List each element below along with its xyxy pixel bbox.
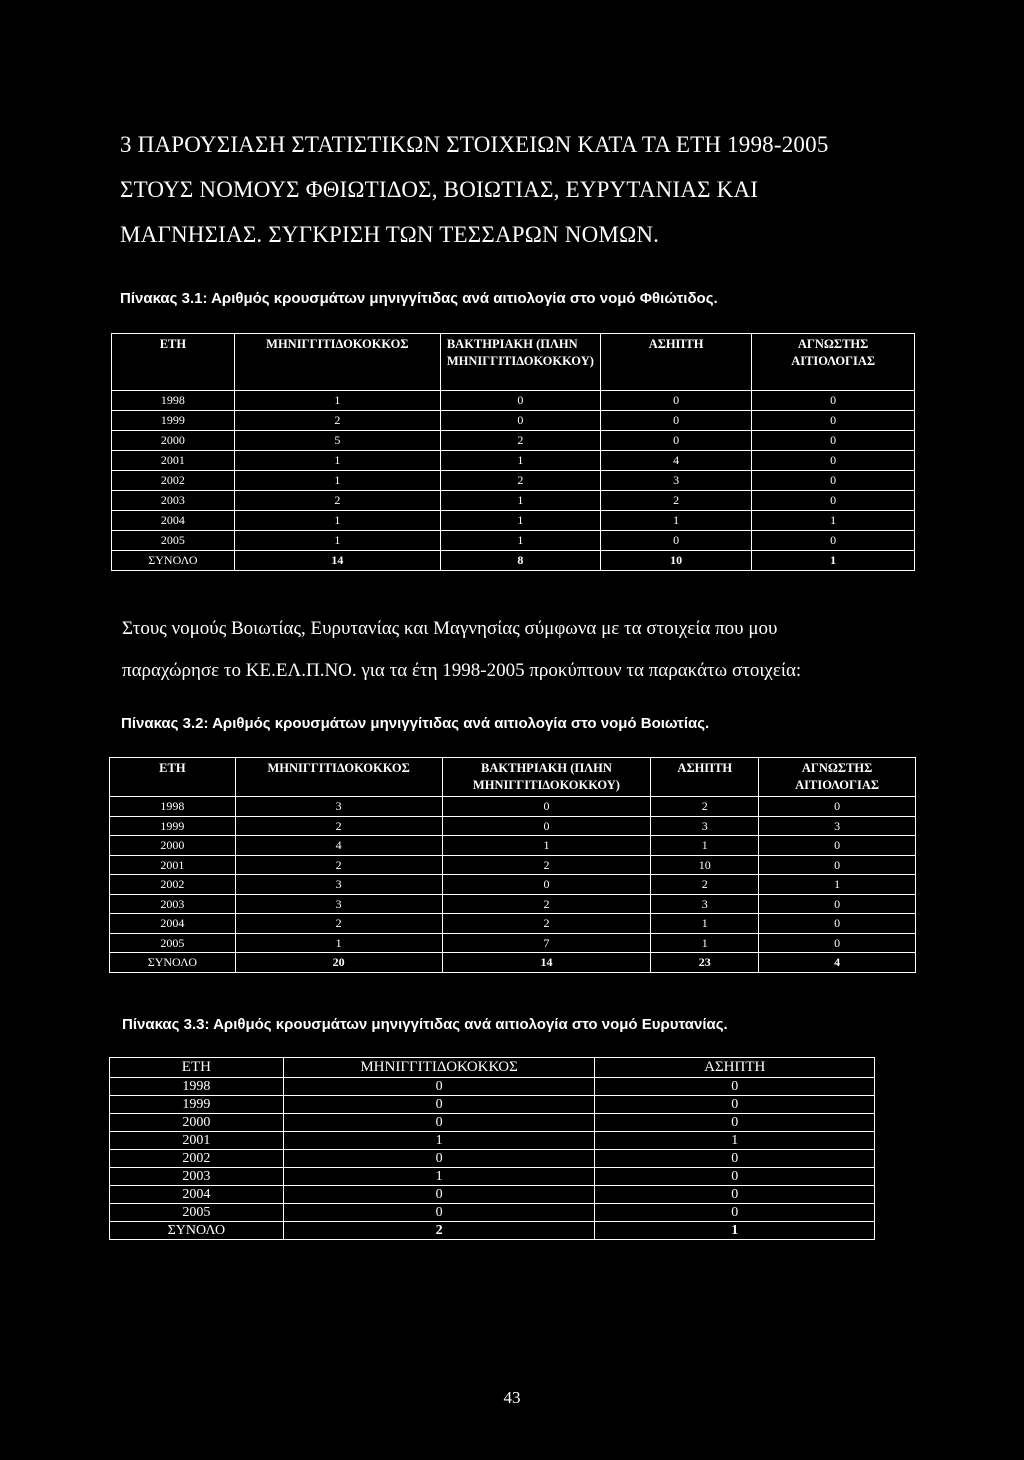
header-aseptic: ΑΣΗΠΤΗ xyxy=(600,334,751,391)
year-cell: 2003 xyxy=(110,894,236,914)
year-cell: 1999 xyxy=(110,816,236,836)
total-label-cell: ΣΥΝΟΛΟ xyxy=(110,953,236,973)
value-cell: 2 xyxy=(234,411,440,431)
value-cell: 0 xyxy=(283,1114,595,1132)
value-cell: 2 xyxy=(234,491,440,511)
value-cell: 0 xyxy=(759,797,916,817)
value-cell: 0 xyxy=(752,531,915,551)
value-cell: 4 xyxy=(600,451,751,471)
value-cell: 4 xyxy=(235,836,442,856)
value-cell: 3 xyxy=(600,471,751,491)
year-cell: 2000 xyxy=(110,836,236,856)
value-cell: 0 xyxy=(759,933,916,953)
table2-boeotia xyxy=(109,757,916,973)
table-row xyxy=(110,1114,875,1132)
table-header-row xyxy=(110,1058,875,1078)
total-value-cell: 20 xyxy=(235,953,442,973)
year-cell: 2003 xyxy=(112,491,235,511)
value-cell: 0 xyxy=(759,894,916,914)
total-row xyxy=(110,953,916,973)
total-value-cell: 4 xyxy=(759,953,916,973)
table3-caption: Πίνακας 3.3: Αριθμός κρουσμάτων μηνιγγίτιδας ανά αιτιολογία στο νομό Ευρυτανίας. xyxy=(122,1016,728,1033)
table-row xyxy=(110,1150,875,1168)
year-cell: 2000 xyxy=(112,431,235,451)
value-cell: 0 xyxy=(440,411,600,431)
header-bacterial: ΒΑΚΤΗΡΙΑΚΗ (ΠΛΗΝ ΜΗΝΙΓΓΙΤΙΔΟΚΟΚΚΟΥ) xyxy=(442,758,651,797)
table-row xyxy=(112,531,915,551)
value-cell: 0 xyxy=(283,1096,595,1114)
table1-caption: Πίνακας 3.1: Αριθμός κρουσμάτων μηνιγγίτιδας ανά αιτιολογία στο νομό Φθιώτιδος. xyxy=(120,290,718,307)
header-unknown: ΑΓΝΩΣΤΗΣ ΑΙΤΙΟΛΟΓΙΑΣ xyxy=(752,334,915,391)
value-cell: 3 xyxy=(235,875,442,895)
year-cell: 1998 xyxy=(110,1078,284,1096)
value-cell: 1 xyxy=(283,1168,595,1186)
value-cell: 0 xyxy=(595,1096,875,1114)
value-cell: 1 xyxy=(440,511,600,531)
value-cell: 0 xyxy=(752,451,915,471)
year-cell: 2001 xyxy=(112,451,235,471)
header-years: ΕΤΗ xyxy=(110,1058,284,1078)
value-cell: 1 xyxy=(440,531,600,551)
table1-phthiotis xyxy=(111,333,915,571)
value-cell: 0 xyxy=(283,1150,595,1168)
year-cell: 2000 xyxy=(110,1114,284,1132)
table-row xyxy=(112,471,915,491)
value-cell: 0 xyxy=(600,411,751,431)
value-cell: 2 xyxy=(442,855,651,875)
value-cell: 0 xyxy=(442,816,651,836)
year-cell: 1998 xyxy=(112,391,235,411)
value-cell: 0 xyxy=(759,914,916,934)
value-cell: 1 xyxy=(440,491,600,511)
value-cell: 0 xyxy=(600,431,751,451)
table2-caption: Πίνακας 3.2: Αριθμός κρουσμάτων μηνιγγίτιδας ανά αιτιολογία στο νομό Βοιωτίας. xyxy=(121,715,710,732)
total-value-cell: 1 xyxy=(595,1222,875,1240)
total-label-cell: ΣΥΝΟΛΟ xyxy=(110,1222,284,1240)
value-cell: 3 xyxy=(235,797,442,817)
value-cell: 1 xyxy=(235,933,442,953)
table-row xyxy=(110,855,916,875)
value-cell: 10 xyxy=(651,855,759,875)
value-cell: 1 xyxy=(442,836,651,856)
value-cell: 3 xyxy=(235,894,442,914)
table-row xyxy=(110,1078,875,1096)
table-row xyxy=(110,894,916,914)
value-cell: 1 xyxy=(440,451,600,471)
table-row xyxy=(112,511,915,531)
table-header-row xyxy=(110,758,916,797)
value-cell: 0 xyxy=(595,1204,875,1222)
value-cell: 2 xyxy=(651,875,759,895)
value-cell: 0 xyxy=(595,1186,875,1204)
table-row xyxy=(112,391,915,411)
value-cell: 0 xyxy=(283,1204,595,1222)
table-row xyxy=(110,1204,875,1222)
table-header-row xyxy=(112,334,915,391)
value-cell: 2 xyxy=(440,431,600,451)
year-cell: 2005 xyxy=(110,1204,284,1222)
value-cell: 1 xyxy=(752,511,915,531)
value-cell: 0 xyxy=(442,797,651,817)
header-meningococcus: ΜΗΝΙΓΓΙΤΙΔΟΚΟΚΚΟΣ xyxy=(234,334,440,391)
year-cell: 2003 xyxy=(110,1168,284,1186)
value-cell: 0 xyxy=(752,391,915,411)
year-cell: 2004 xyxy=(110,1186,284,1204)
value-cell: 5 xyxy=(234,431,440,451)
section-heading-line-1: 3 ΠΑΡΟΥΣΙΑΣΗ ΣΤΑΤΙΣΤΙΚΩΝ ΣΤΟΙΧΕΙΩΝ ΚΑΤΑ ΤΑ ΕΤΗ 1998-2005 xyxy=(120,132,829,157)
section-heading-line-2: ΣΤΟΥΣ ΝΟΜΟΥΣ ΦΘΙΩΤΙΔΟΣ, ΒΟΙΩΤΙΑΣ, ΕΥΡΥΤΑΝΙΑΣ ΚΑΙ xyxy=(120,177,759,202)
year-cell: 1999 xyxy=(110,1096,284,1114)
page-number: 43 xyxy=(503,1388,521,1407)
value-cell: 2 xyxy=(235,816,442,836)
value-cell: 0 xyxy=(752,431,915,451)
value-cell: 1 xyxy=(234,511,440,531)
value-cell: 0 xyxy=(752,471,915,491)
value-cell: 0 xyxy=(759,855,916,875)
value-cell: 0 xyxy=(595,1114,875,1132)
total-label-cell: ΣΥΝΟΛΟ xyxy=(112,551,235,571)
total-row xyxy=(110,1222,875,1240)
table-row xyxy=(112,431,915,451)
value-cell: 0 xyxy=(752,491,915,511)
value-cell: 2 xyxy=(651,797,759,817)
table-row xyxy=(110,914,916,934)
header-years: ΕΤΗ xyxy=(110,758,236,797)
value-cell: 2 xyxy=(442,894,651,914)
value-cell: 1 xyxy=(234,471,440,491)
value-cell: 0 xyxy=(283,1186,595,1204)
year-cell: 2002 xyxy=(110,875,236,895)
value-cell: 1 xyxy=(283,1132,595,1150)
paragraph-line-2: παραχώρησε το ΚΕ.ΕΛ.Π.ΝΟ. για τα έτη 1998-2005 προκύπτουν τα παρακάτω στοιχεία: xyxy=(122,660,802,681)
year-cell: 2002 xyxy=(112,471,235,491)
value-cell: 1 xyxy=(651,914,759,934)
value-cell: 0 xyxy=(442,875,651,895)
table-row xyxy=(110,1168,875,1186)
total-row xyxy=(112,551,915,571)
value-cell: 3 xyxy=(651,816,759,836)
year-cell: 2002 xyxy=(110,1150,284,1168)
total-value-cell: 1 xyxy=(752,551,915,571)
value-cell: 1 xyxy=(651,836,759,856)
paragraph-line-1: Στους νομούς Βοιωτίας, Ευρυτανίας και Μαγνησίας σύμφωνα με τα στοιχεία που μου xyxy=(122,618,778,639)
section-heading-line-3: ΜΑΓΝΗΣΙΑΣ. ΣΥΓΚΡΙΣΗ ΤΩΝ ΤΕΣΣΑΡΩΝ ΝΟΜΩΝ. xyxy=(120,222,660,247)
table-row xyxy=(112,411,915,431)
value-cell: 0 xyxy=(440,391,600,411)
value-cell: 1 xyxy=(234,531,440,551)
value-cell: 2 xyxy=(235,855,442,875)
value-cell: 7 xyxy=(442,933,651,953)
header-unknown: ΑΓΝΩΣΤΗΣ ΑΙΤΙΟΛΟΓΙΑΣ xyxy=(759,758,916,797)
value-cell: 0 xyxy=(759,836,916,856)
year-cell: 2004 xyxy=(112,511,235,531)
total-value-cell: 8 xyxy=(440,551,600,571)
year-cell: 2005 xyxy=(110,933,236,953)
year-cell: 2005 xyxy=(112,531,235,551)
value-cell: 2 xyxy=(440,471,600,491)
value-cell: 1 xyxy=(651,933,759,953)
value-cell: 1 xyxy=(759,875,916,895)
value-cell: 0 xyxy=(595,1168,875,1186)
year-cell: 2001 xyxy=(110,1132,284,1150)
value-cell: 0 xyxy=(600,531,751,551)
table-row xyxy=(110,1132,875,1150)
value-cell: 1 xyxy=(234,451,440,471)
table3-evrytania xyxy=(109,1057,875,1240)
header-aseptic: ΑΣΗΠΤΗ xyxy=(595,1058,875,1078)
value-cell: 3 xyxy=(651,894,759,914)
header-aseptic: ΑΣΗΠΤΗ xyxy=(651,758,759,797)
table-row xyxy=(110,816,916,836)
table-row xyxy=(110,797,916,817)
value-cell: 1 xyxy=(234,391,440,411)
total-value-cell: 10 xyxy=(600,551,751,571)
value-cell: 0 xyxy=(595,1150,875,1168)
table-row xyxy=(110,933,916,953)
table-row xyxy=(110,836,916,856)
value-cell: 1 xyxy=(595,1132,875,1150)
value-cell: 2 xyxy=(235,914,442,934)
value-cell: 0 xyxy=(283,1078,595,1096)
year-cell: 1999 xyxy=(112,411,235,431)
table-row xyxy=(110,1186,875,1204)
value-cell: 2 xyxy=(600,491,751,511)
value-cell: 0 xyxy=(595,1078,875,1096)
total-value-cell: 2 xyxy=(283,1222,595,1240)
total-value-cell: 23 xyxy=(651,953,759,973)
year-cell: 1998 xyxy=(110,797,236,817)
value-cell: 3 xyxy=(759,816,916,836)
total-value-cell: 14 xyxy=(234,551,440,571)
header-meningococcus: ΜΗΝΙΓΓΙΤΙΔΟΚΟΚΚΟΣ xyxy=(235,758,442,797)
table-row xyxy=(112,451,915,471)
year-cell: 2004 xyxy=(110,914,236,934)
header-bacterial: ΒΑΚΤΗΡΙΑΚΗ (ΠΛΗΝ ΜΗΝΙΓΓΙΤΙΔΟΚΟΚΚΟΥ) xyxy=(440,334,600,391)
intro-paragraph xyxy=(122,608,922,692)
table-row xyxy=(112,491,915,511)
header-years: ΕΤΗ xyxy=(112,334,235,391)
section-heading xyxy=(120,122,940,257)
value-cell: 1 xyxy=(600,511,751,531)
value-cell: 0 xyxy=(752,411,915,431)
total-value-cell: 14 xyxy=(442,953,651,973)
table-row xyxy=(110,875,916,895)
value-cell: 2 xyxy=(442,914,651,934)
year-cell: 2001 xyxy=(110,855,236,875)
header-meningococcus: ΜΗΝΙΓΓΙΤΙΔΟΚΟΚΚΟΣ xyxy=(283,1058,595,1078)
table-row xyxy=(110,1096,875,1114)
value-cell: 0 xyxy=(600,391,751,411)
